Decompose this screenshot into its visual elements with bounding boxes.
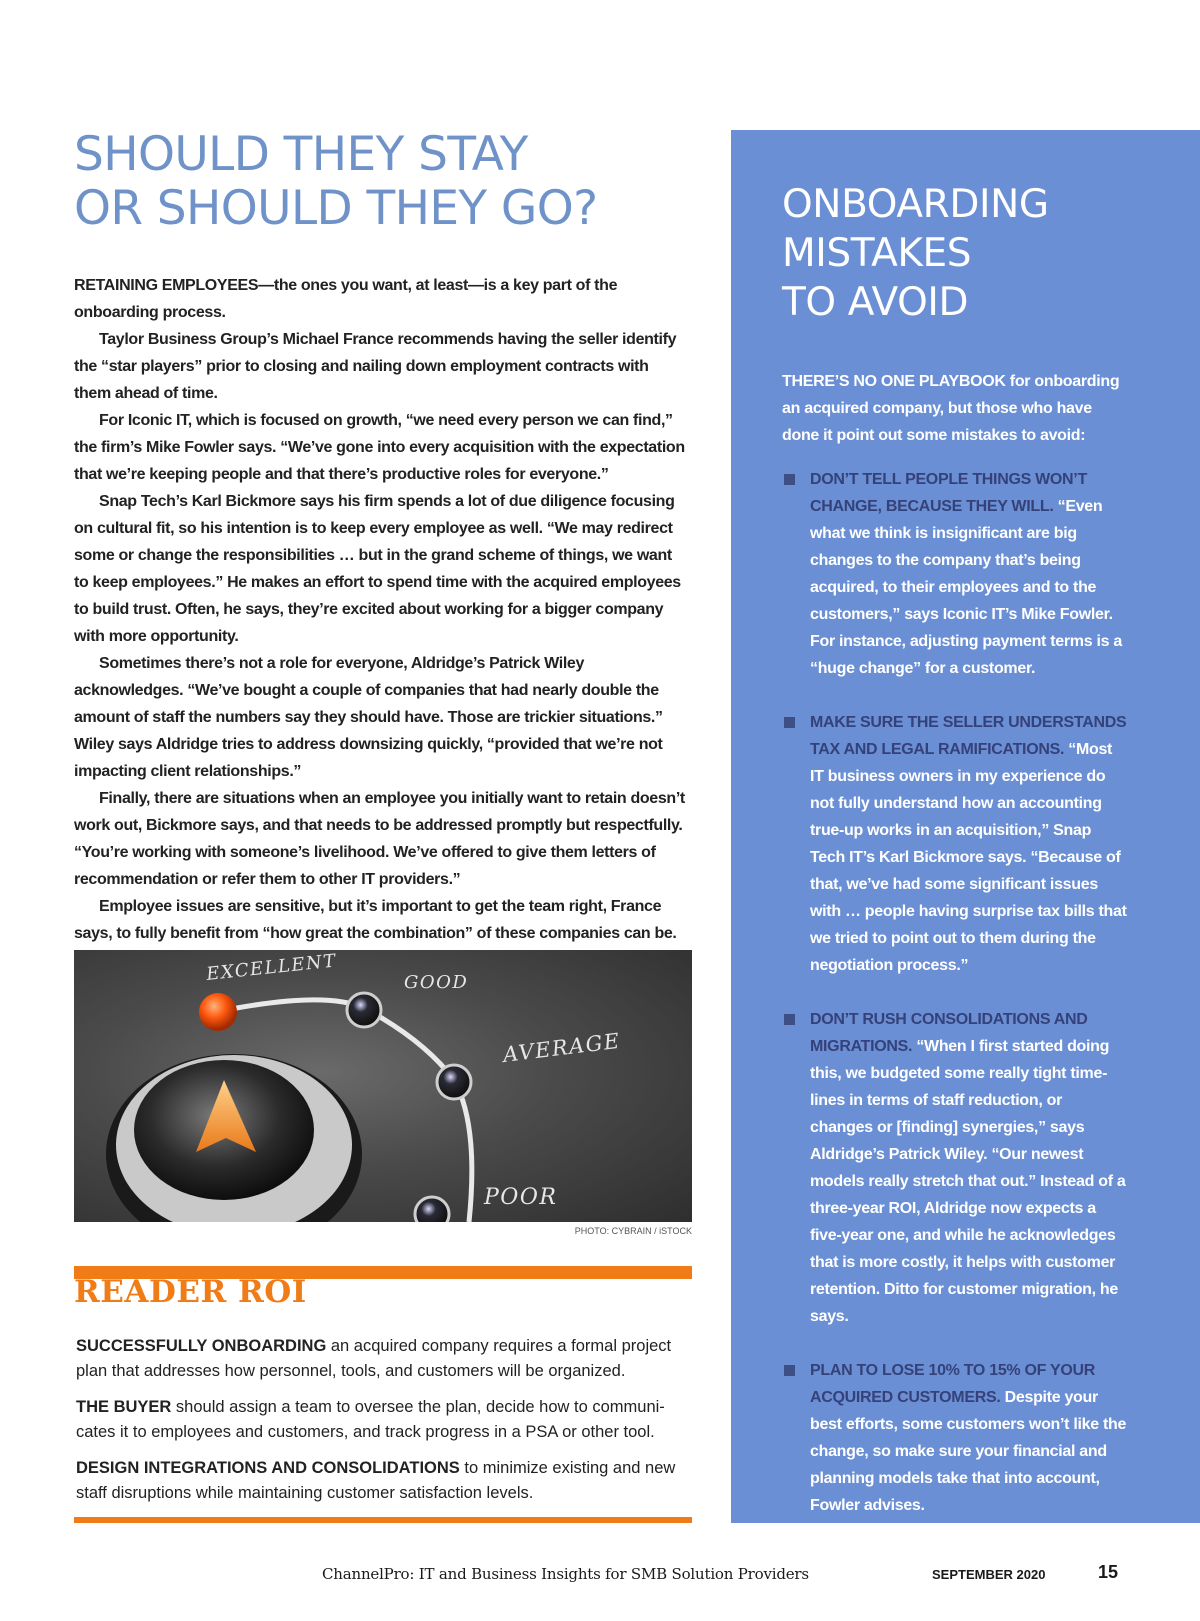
headline-line-1: SHOULD THEY STAY [74,127,528,182]
article-paragraph: Snap Tech’s Karl Bickmore says his firm spends a lot of due diligence focusing on cultural fit, so his intention is to keep every employee as well. “We may redirect some or change the responsibilities … but in the grand scheme of things, we want to keep employees.” He makes an effort to spend time with the acquired employees to build trust. Often, he says, they’re excited about working for a bigger company with more opportunity. [74,493,681,645]
article-paragraph: For Iconic IT, which is focused on growth, “we need every person we can find,” the firm’s Mike Fowler says. “We’ve gone into every acquisition with the expectation that we’re keeping people and that there’s productive roles for everyone.” [74,412,685,483]
label-good: GOOD [404,972,469,993]
sidebar-intro [782,368,1127,449]
reader-roi-item-text: an acquired company requires a formal project plan that addresses how personnel, tools, and customers will be organized. [76,1337,672,1380]
mistake-item [782,1357,1127,1519]
mistake-heading: DON’T RUSH CONSOLIDATIONS AND MIGRATIONS. [810,1011,1088,1055]
sidebar-title-line-2: MISTAKES [782,231,972,276]
reader-roi-item [76,1456,692,1506]
mistake-heading: PLAN TO LOSE 10% TO 15% OF YOUR ACQUIRED CUSTOMERS. [810,1362,1095,1406]
reader-roi-item-lead: DESIGN INTEGRATIONS AND CONSOLIDATIONS [76,1459,460,1477]
mistake-item [782,466,1127,682]
article-body [74,272,686,947]
article-paragraph: Employee issues are sensitive, but it’s important to get the team right, France says, to fully benefit from “how great the combination” of these companies can be. [74,898,677,942]
mistake-body: “When I first started doing this, we budgeted some really tight timelines in terms of staff reduction, or changes or [finding] synergies,” says Aldridge’s Patrick Wiley. “Our newest models really stretch that out.” Instead of a three-year ROI, Aldridge now expects a five-year one, and while he acknowledges that is more costly, it helps with customer retention. Ditto for customer migration, he says. [810,1038,1126,1325]
reader-roi-item-text: to minimize existing and new staff disruptions while maintaining customer satisfaction levels. [76,1459,676,1502]
lead-caps: RETAINING EMPLOYEES [74,277,259,294]
mistake-body: Despite your best efforts, some customers won’t like the change, so make sure your financial and planning models take that into account, Fowler advises. [810,1389,1127,1514]
sidebar-title-line-3: TO AVOID [782,280,969,325]
rating-dial-illustration [74,950,692,1222]
mistake-item [782,1006,1127,1330]
article-paragraph: Finally, there are situations when an employee you initially want to retain doesn’t work out, Bickmore says, and that needs to be addressed promptly but respectfully. “You’re working with someone’s livelihood. We’ve offered to give them letters of recommendation or refer them to other IT providers.” [74,790,685,888]
page-number: 15 [1098,1562,1119,1582]
photo-credit: PHOTO: CYBRAIN / iSTOCK [574,1226,692,1236]
average-indicator-light [437,1065,471,1099]
excellent-indicator-light [199,993,237,1031]
reader-roi-body [76,1334,692,1517]
article-paragraph: Taylor Business Group’s Michael France recommends having the seller identify the “star players” prior to closing and nailing down employment contracts with them ahead of time. [74,331,677,402]
lead-rest: —the ones you want, at least—is a key part of the onboarding process. [74,277,618,321]
reader-roi-item-lead: SUCCESSFULLY ONBOARDING [76,1337,327,1355]
footer-date: SEPTEMBER 2020 [932,1567,1046,1582]
article-headline [74,128,674,236]
label-average: AVERAGE [501,1028,622,1067]
footer-publication: ChannelPro: IT and Business Insights for SMB Solution Providers [322,1565,809,1583]
reader-roi-item-lead: THE BUYER [76,1398,172,1416]
square-bullet-icon [784,1014,795,1025]
reader-roi-item [76,1395,692,1445]
square-bullet-icon [784,474,795,485]
mistake-body: “Most IT business owners in my experience do not fully understand how an accounting true-up works in an acquisition,” Snap Tech IT’s Karl Bickmore says. “Because of that, we’ve had some significant issues with … people having surprise tax bills that we tried to point out to them during the negotiation process.” [810,741,1127,974]
article-lead-paragraph [74,272,686,326]
reader-roi-title: READER ROI [74,1274,307,1310]
mistake-body: “Even what we think is insignificant are big changes to the company that’s being acquired, to their employees and to the customers,” says Iconic IT’s Mike Fowler. For instance, adjusting payment terms is a “huge change” for a customer. [810,498,1122,677]
label-poor: POOR [484,1185,558,1210]
rating-dial-photo [74,950,692,1222]
mistake-heading: DON’T TELL PEOPLE THINGS WON’T CHANGE, BECAUSE THEY WILL. [810,471,1087,515]
reader-roi-item-text: should assign a team to oversee the plan, decide how to communicates it to employees and customers, and track progress in a PSA or other tool. [76,1398,665,1441]
mistake-item [782,709,1127,979]
sidebar-title-line-1: ONBOARDING [782,182,1049,227]
article-paragraph: Sometimes there’s not a role for everyone, Aldridge’s Patrick Wiley acknowledges. “We’ve bought a couple of companies that had nearly double the amount of staff the numbers say they should have. Those are trickier situations.” Wiley says Aldridge tries to address downsizing quickly, “provided that we’re not impacting client relationships.” [74,655,663,780]
mistake-heading: MAKE SURE THE SELLER UNDERSTANDS TAX AND LEGAL RAMIFICATIONS. [810,714,1127,758]
square-bullet-icon [784,1365,795,1376]
headline-line-2: OR SHOULD THEY GO? [74,181,598,236]
good-indicator-light [347,993,381,1027]
sidebar-title [782,180,1162,327]
square-bullet-icon [784,717,795,728]
sidebar-intro-caps: THERE’S NO ONE PLAYBOOK [782,373,1006,390]
poor-indicator-light [415,1197,449,1222]
mistakes-list [782,466,1127,1519]
reader-roi-bottom-rule [74,1517,692,1523]
sidebar-intro-rest: for onboarding an acquired company, but those who have done it point out some mistakes to avoid: [782,373,1120,444]
label-excellent: EXCELLENT [205,950,338,985]
reader-roi-item [76,1334,692,1384]
